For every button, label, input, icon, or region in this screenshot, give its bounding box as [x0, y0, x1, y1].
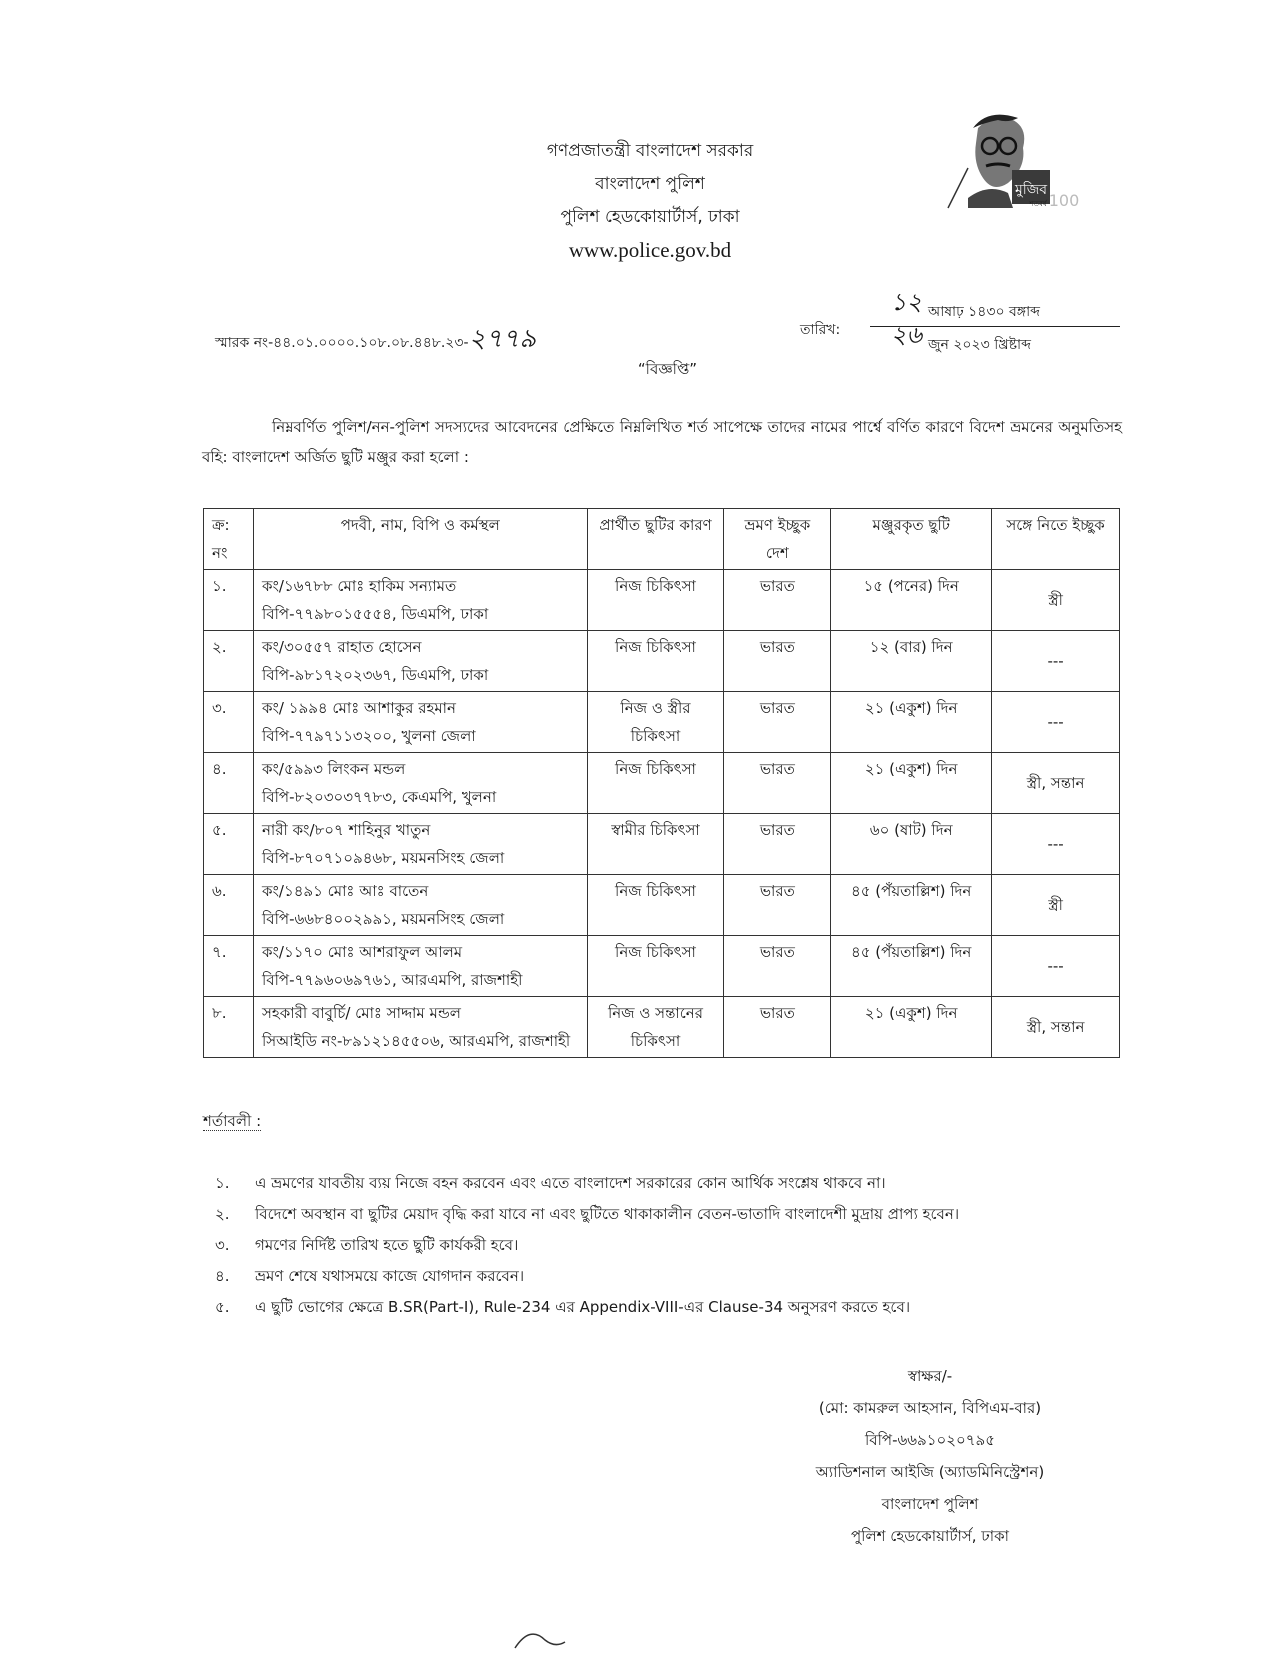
- cell-country: ভারত: [724, 570, 831, 631]
- condition-number: ৩.: [215, 1236, 230, 1254]
- signed-label: স্বাক্ষর/-: [907, 1367, 953, 1385]
- cell-country: ভারত: [724, 753, 831, 814]
- condition-item: [215, 1168, 959, 1199]
- cell-companion: ---: [992, 631, 1120, 692]
- table-row: [204, 814, 1120, 875]
- condition-item: [215, 1230, 959, 1261]
- member-name: সহকারী বাবুর্চি/ মোঃ সাদ্দাম মন্ডল: [261, 1004, 461, 1022]
- table-row: [204, 570, 1120, 631]
- mujib-centenary-logo: [938, 108, 1080, 228]
- member-detail: বিপি-৭৭৯৬০৬৯৭৬১, আরএমপি, রাজশাহী: [261, 971, 523, 989]
- cell-serial: ৩.: [204, 692, 254, 753]
- signatory-bp: বিপি-৬৬৯১০২০৭৯৫: [865, 1431, 995, 1449]
- leave-table: [203, 508, 1120, 1058]
- handwritten-initial: [510, 1620, 570, 1650]
- table-header-row: [204, 509, 1120, 570]
- cell-reason: নিজ চিকিৎসা: [587, 631, 724, 692]
- condition-number: ৫.: [215, 1298, 230, 1316]
- cell-country: ভারত: [724, 814, 831, 875]
- cell-country: ভারত: [724, 631, 831, 692]
- condition-text: এ ছুটি ভোগের ক্ষেত্রে B.SR(Part-I), Rule-234 এর Appendix-VIII-এর Clause-34 অনুসরণ করতে হবে।: [255, 1298, 911, 1316]
- col-serial: ক্র: নং: [204, 509, 254, 570]
- col-country: ভ্রমণ ইচ্ছুক দেশ: [724, 509, 831, 570]
- condition-text: এ ভ্রমণের যাবতীয় ব্যয় নিজে বহন করবেন এবং এতে বাংলাদেশ সরকারের কোন আর্থিক সংশ্লেষ থাকবে না।: [255, 1174, 886, 1192]
- member-detail: বিপি-৮৭০৭১০৯৪৬৮, ময়মনসিংহ জেলা: [261, 849, 505, 867]
- office-name: পুলিশ হেডকোয়ার্টার্স, ঢাকা: [560, 207, 740, 227]
- cell-leave: ১২ (বার) দিন: [831, 631, 992, 692]
- condition-number: ১.: [215, 1174, 230, 1192]
- cell-reason: নিজ চিকিৎসা: [587, 753, 724, 814]
- cell-name: [253, 936, 587, 997]
- cell-name: [253, 692, 587, 753]
- cell-serial: ৫.: [204, 814, 254, 875]
- conditions-list: [215, 1168, 959, 1323]
- table-row: [204, 692, 1120, 753]
- cell-companion: স্ত্রী: [992, 570, 1120, 631]
- cell-name: [253, 631, 587, 692]
- member-detail: বিপি-৭৭৯৮০১৫৫৫৪, ডিএমপি, ঢাকা: [261, 605, 489, 623]
- letterhead: [420, 135, 880, 267]
- condition-item: [215, 1199, 959, 1230]
- cell-reason: নিজ ও স্ত্রীর চিকিৎসা: [587, 692, 724, 753]
- cell-name: [253, 814, 587, 875]
- table-row: [204, 875, 1120, 936]
- date-block: [870, 288, 1120, 357]
- table-row: [204, 753, 1120, 814]
- member-name: কং/ ১৯৯৪ মোঃ আশাকুর রহমান: [261, 699, 456, 717]
- signatory-designation: অ্যাডিশনাল আইজি (অ্যাডমিনিস্ট্রেশন): [815, 1463, 1045, 1481]
- cell-name: [253, 570, 587, 631]
- memo-prefix: স্মারক নং-৪৪.০১.০০০০.১০৮.০৮.৪৪৮.২৩-: [215, 335, 469, 351]
- svg-text:মুজিব: মুজিব: [1014, 182, 1048, 198]
- cell-reason: স্বামীর চিকিৎসা: [587, 814, 724, 875]
- cell-reason: নিজ চিকিৎসা: [587, 570, 724, 631]
- member-detail: সিআইডি নং-৮৯১২১৪৫৫০৬, আরএমপি, রাজশাহী: [261, 1032, 571, 1050]
- member-detail: বিপি-৮২০৩০৩৭৭৮৩, কেএমপি, খুলনা: [261, 788, 497, 806]
- cell-companion: ---: [992, 814, 1120, 875]
- table-row: [204, 631, 1120, 692]
- cell-reason: নিজ চিকিৎসা: [587, 936, 724, 997]
- cell-country: ভারত: [724, 875, 831, 936]
- condition-item: [215, 1261, 959, 1292]
- cell-companion: ---: [992, 936, 1120, 997]
- table-row: [204, 997, 1120, 1058]
- cell-leave: ৪৫ (পঁয়তাল্লিশ) দিন: [831, 936, 992, 997]
- memo-handwritten-number: ২৭৭৯: [468, 324, 537, 354]
- cell-name: [253, 875, 587, 936]
- notice-title: “বিজ্ঞপ্তি”: [637, 360, 698, 378]
- member-name: কং/১১৭০ মোঃ আশরাফুল আলম: [261, 943, 463, 961]
- cell-name: [253, 997, 587, 1058]
- signature-block: [780, 1360, 1080, 1552]
- cell-leave: ৬০ (ষাট) দিন: [831, 814, 992, 875]
- svg-text:100: 100: [1048, 191, 1080, 210]
- website-link[interactable]: www.police.gov.bd: [568, 238, 732, 262]
- cell-companion: স্ত্রী, সন্তান: [992, 997, 1120, 1058]
- bangla-date-day: ১২: [890, 288, 922, 316]
- cell-leave: ২১ (একুশ) দিন: [831, 753, 992, 814]
- condition-number: ২.: [215, 1205, 230, 1223]
- member-detail: বিপি-৭৭৯৭১১৩২০০, খুলনা জেলা: [261, 727, 476, 745]
- condition-text: ভ্রমণ শেষে যথাসময়ে কাজে যোগদান করবেন।: [255, 1267, 525, 1285]
- bangla-date: আষাঢ় ১৪৩০ বঙ্গাব্দ: [928, 304, 1040, 320]
- svg-text:শতবর্ষ: শতবর্ষ: [1029, 200, 1047, 208]
- cell-leave: ২১ (একুশ) দিন: [831, 692, 992, 753]
- signatory-org: বাংলাদেশ পুলিশ: [881, 1495, 979, 1513]
- signatory-name: (মো: কামরুল আহসান, বিপিএম-বার): [818, 1399, 1042, 1417]
- cell-country: ভারত: [724, 692, 831, 753]
- memo-number: [215, 318, 536, 362]
- cell-leave: ১৫ (পনের) দিন: [831, 570, 992, 631]
- table-row: [204, 936, 1120, 997]
- member-name: কং/১৪৯১ মোঃ আঃ বাতেন: [261, 882, 429, 900]
- intro-paragraph: নিম্নবর্ণিত পুলিশ/নন-পুলিশ সদস্যদের আবেদনের প্রেক্ষিতে নিম্নলিখিত শর্ত সাপেক্ষে তাদের নামের পার্শ্বে বর্ণিত কারণে বিদেশ ভ্রমনের অনুমতিসহ বহি: বাংলাদেশ অর্জিত ছুটি মঞ্জুর করা হলো :: [202, 418, 1122, 466]
- col-name: পদবী, নাম, বিপি ও কর্মস্থল: [253, 509, 587, 570]
- cell-country: ভারত: [724, 997, 831, 1058]
- member-detail: বিপি-৯৮১৭২০২৩৬৭, ডিএমপি, ঢাকা: [261, 666, 489, 684]
- english-date: জুন ২০২৩ খ্রিষ্টাব্দ: [928, 337, 1031, 353]
- cell-leave: ৪৫ (পঁয়তাল্লিশ) দিন: [831, 875, 992, 936]
- condition-text: বিদেশে অবস্থান বা ছুটির মেয়াদ বৃদ্ধি করা যাবে না এবং ছুটিতে থাকাকালীন বেতন-ভাতাদি বাংলাদেশী মুদ্রায় প্রাপ্য হবেন।: [255, 1205, 960, 1223]
- cell-serial: ১.: [204, 570, 254, 631]
- cell-serial: ৭.: [204, 936, 254, 997]
- col-leave: মঞ্জুরকৃত ছুটি: [831, 509, 992, 570]
- condition-number: ৪.: [215, 1267, 230, 1285]
- cell-serial: ৪.: [204, 753, 254, 814]
- col-reason: প্রার্থীত ছুটির কারণ: [587, 509, 724, 570]
- cell-companion: ---: [992, 692, 1120, 753]
- member-name: কং/৩০৫৫৭ রাহাত হোসেন: [261, 638, 422, 656]
- cell-serial: ৬.: [204, 875, 254, 936]
- govt-name: গণপ্রজাতন্ত্রী বাংলাদেশ সরকার: [546, 141, 754, 161]
- signatory-office: পুলিশ হেডকোয়ার্টার্স, ঢাকা: [850, 1527, 1009, 1545]
- member-name: কং/১৬৭৮৮ মোঃ হাকিম সন্যামত: [261, 577, 457, 595]
- condition-item: [215, 1292, 959, 1323]
- cell-companion: স্ত্রী, সন্তান: [992, 753, 1120, 814]
- member-name: নারী কং/৮০৭ শাহিনুর খাতুন: [261, 821, 431, 839]
- cell-serial: ২.: [204, 631, 254, 692]
- cell-reason: নিজ ও সন্তানের চিকিৎসা: [587, 997, 724, 1058]
- condition-text: গমণের নির্দিষ্ট তারিখ হতে ছুটি কার্যকরী হবে।: [255, 1236, 519, 1254]
- cell-companion: স্ত্রী: [992, 875, 1120, 936]
- cell-serial: ৮.: [204, 997, 254, 1058]
- cell-country: ভারত: [724, 936, 831, 997]
- member-name: কং/৫৯৯৩ লিংকন মন্ডল: [261, 760, 406, 778]
- org-name: বাংলাদেশ পুলিশ: [595, 174, 705, 194]
- date-label: তারিখ:: [800, 322, 841, 338]
- conditions-heading-text: শর্তাবলী :: [203, 1112, 262, 1130]
- member-detail: বিপি-৬৬৮৪০০২৯৯১, ময়মনসিংহ জেলা: [261, 910, 505, 928]
- cell-leave: ২১ (একুশ) দিন: [831, 997, 992, 1058]
- cell-reason: নিজ চিকিৎসা: [587, 875, 724, 936]
- conditions-heading: [203, 1110, 261, 1135]
- cell-name: [253, 753, 587, 814]
- col-companion: সঙ্গে নিতে ইচ্ছুক: [992, 509, 1120, 570]
- english-date-day: ২৬: [890, 321, 922, 349]
